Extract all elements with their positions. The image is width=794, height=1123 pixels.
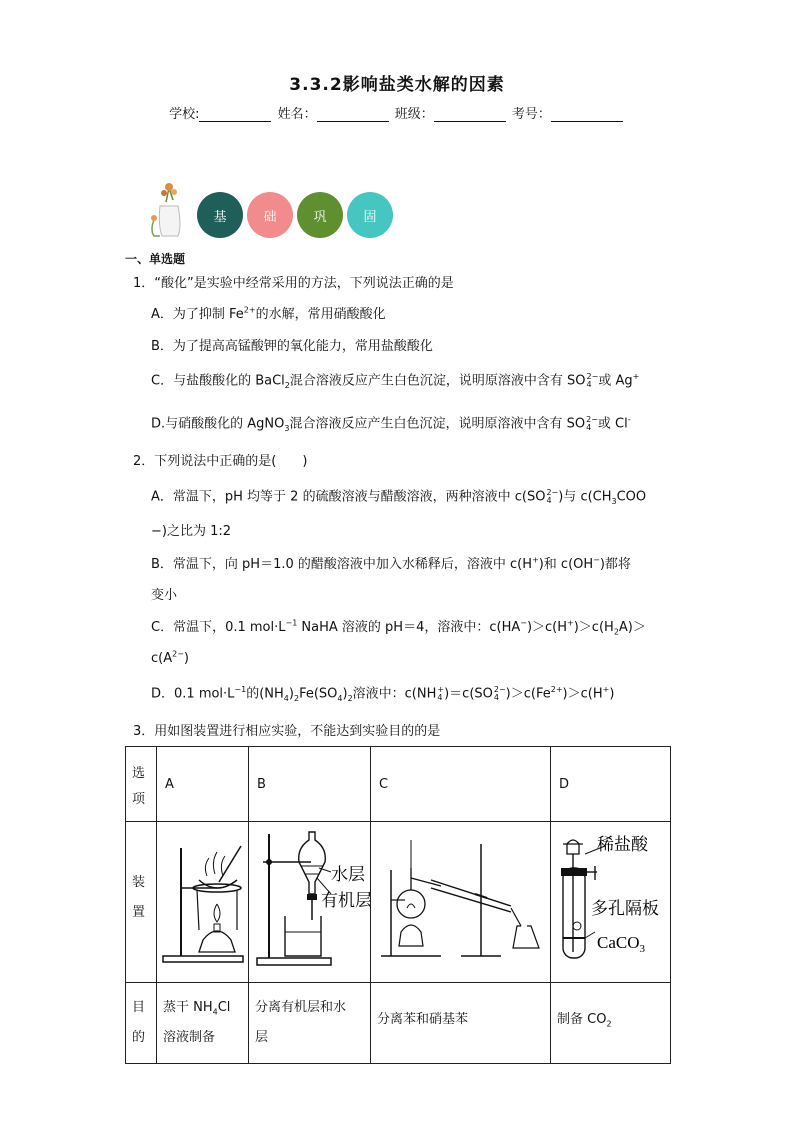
q2-option-c-line2: $c(A^{2-})$ <box>151 649 189 666</box>
q2-option-d: D．0.1 $mol\cdot L^{-1}$的$(NH_4)_2Fe(SO_4)_2$溶液中：c(NH+ 4 )＝c(SO2− 4 )$>c(Fe^{2+})>c(H^+)$ <box>151 685 615 704</box>
apparatus-c <box>371 822 551 983</box>
badge-label-1: 基 <box>213 209 227 225</box>
q3-table <box>125 746 671 1064</box>
badge-label-2: 础 <box>263 209 277 225</box>
q2-stem: 2．下列说法中正确的是( ) <box>133 454 308 469</box>
purpose-c: 分离苯和硝基苯 <box>371 983 551 1064</box>
flower-vase-icon <box>146 180 192 242</box>
apparatus-a <box>157 822 249 983</box>
porous-plate-label: 多孔隔板 <box>591 899 659 918</box>
caco3-label: CaCO$_3$ <box>597 933 645 955</box>
q3-stem: 3．用如图装置进行相应实验，不能达到实验目的的是 <box>133 724 441 739</box>
row-header-purpose: 目 的 <box>126 983 157 1064</box>
purpose-d: 制备 $CO_2$ <box>551 983 671 1064</box>
name-label: 姓名： <box>277 107 317 122</box>
organic-layer-label: 有机层 <box>321 891 370 910</box>
table-row-apparatus <box>126 822 671 983</box>
q1-option-a: A．为了抑制 $Fe^{2+}$的水解，常用硝酸酸化 <box>151 305 386 322</box>
badge-label-3: 巩 <box>313 209 327 225</box>
student-info-line <box>0 103 794 122</box>
q2-option-b-line1: B．常温下，向 pH＝1.0 的醋酸溶液中加入水稀释后，溶液中 c(H+)和 c(OH−)都将 <box>151 555 631 572</box>
exam-number-blank <box>551 108 623 122</box>
q2-option-a-line2: −)之比为 1:2 <box>151 524 232 539</box>
q2-option-c-line1: C．常温下，0.1 $mol\cdot L^{-1}$ NaHA 溶液的 pH＝4，溶液中：$c(HA^-)>c(H^+)>c(H_2A)>$ <box>151 618 646 637</box>
class-label: 班级： <box>394 107 434 122</box>
row-header-apparatus: 装 置 <box>126 822 157 983</box>
school-label: 学校: <box>169 107 200 122</box>
evaporation-apparatus-diagram <box>157 822 248 978</box>
table-row-options <box>126 747 671 822</box>
page-title: 3.3.2影响盐类水解的因素 <box>289 75 505 95</box>
dilute-hcl-label: 稀盐酸 <box>597 835 648 854</box>
badge-circle-2 <box>247 192 293 238</box>
q1-option-c: C．与盐酸酸化的 BaCl$_2$混合溶液反应产生白色沉淀，说明原溶液中含有 SO2− 4 或 Ag+ <box>151 372 640 391</box>
col-c-header: C <box>371 747 551 822</box>
apparatus-d <box>551 822 671 983</box>
water-layer-label: 水层 <box>331 865 365 884</box>
separating-funnel-diagram <box>249 822 370 978</box>
badge-circle-4 <box>347 192 393 238</box>
badge-circle-3 <box>297 192 343 238</box>
table-row-purpose <box>126 983 671 1064</box>
apparatus-b <box>249 822 371 983</box>
school-blank <box>199 108 271 122</box>
q1-option-d: D.与硝酸酸化的 AgNO$_3$混合溶液反应产生白色沉淀，说明原溶液中含有 SO2− 4 或 Cl- <box>151 415 631 434</box>
gas-generator-diagram <box>551 822 670 978</box>
col-b-header: B <box>249 747 371 822</box>
distillation-apparatus-diagram <box>371 822 550 978</box>
q2-option-a-line1: A．常温下，pH 均等于 2 的硫酸溶液与醋酸溶液，两种溶液中 c(SO2− 4 )与 $c(CH_3COO$ <box>151 488 647 507</box>
purpose-b: 分离有机层和水 层 <box>249 983 371 1064</box>
exam-number-label: 考号： <box>511 107 551 122</box>
section-heading: 一、单选题 <box>125 252 186 266</box>
purpose-a: 蒸干 $NH_4Cl$ 溶液制备 <box>157 983 249 1064</box>
col-d-header: D <box>551 747 671 822</box>
q1-option-b: B．为了提高高锰酸钾的氧化能力，常用盐酸酸化 <box>151 339 433 354</box>
badge-circle-1 <box>197 192 243 238</box>
badge-label-4: 固 <box>363 209 377 225</box>
name-blank <box>317 108 389 122</box>
row-header-options: 选 项 <box>126 747 157 822</box>
col-a-header: A <box>157 747 249 822</box>
q2-option-b-line2: 变小 <box>151 588 178 603</box>
q1-stem: 1．“酸化”是实验中经常采用的方法，下列说法正确的是 <box>133 276 454 291</box>
class-blank <box>434 108 506 122</box>
